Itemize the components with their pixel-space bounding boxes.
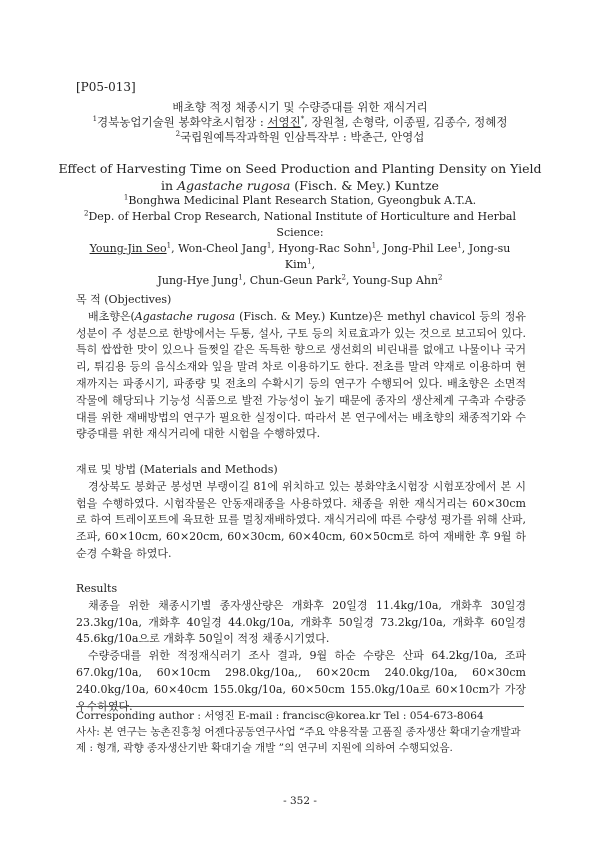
- english-title: Effect of Harvesting Time on Seed Production and Planting Density on Yield in Agastache rugosa (Fisch. & Mey.) Kuntze: [58, 161, 542, 193]
- results-heading: Results: [76, 582, 118, 595]
- affiliation-1: $^1$Bonghwa Medicinal Plant Research Station, Gyeongbuk A.T.A.: [123, 193, 477, 207]
- results-section: [76, 581, 526, 715]
- page-number: - 352 -: [283, 795, 317, 807]
- results-paragraph-1: 채종을 위한 채종시기별 종자생산량은 개화후 20일경 11.4kg/10a, 개화후 30일경 23.3kg/10a, 개화후 40일경 44.0kg/10a, 개화후 50일경 73.2kg/10a, 개화후 60일경 45.6kg/10a으로 개화후 50일이 적정 채종시기였다.: [76, 598, 526, 646]
- english-authors-line2: Jung-Hye Jung$^1$, Chun-Geun Park$^2$, Young-Sup Ahn$^2$: [157, 273, 443, 287]
- footer: [76, 708, 526, 756]
- objectives-heading: 목 적 (Objectives): [76, 293, 172, 306]
- methods-section: [76, 462, 526, 563]
- objectives-paragraph: 배초향은(Agastache rugosa (Fisch. & Mey.) Kuntze)은 methyl chavicol 등의 정유성분이 주 성분으로 한방에서는 두통, 설사, 구토 등의 치료효과가 있는 것으로 보고되어 있다. 특히 쌉쌉한 맛이 있으나 들쩟일 같은 독특한 향으로 생선회의 비린내를 없애고 나물이나 국거리, 튀김용 등의 음식소재와 잎을 말려 차로 이용하기도 한다. 전초를 말려 약재로 이용하며 현재까지는 파종시기, 파종량 및 전초의 수확시기 등의 연구가 수행되어 있다. 배초향은 소면적 작물에 해당되나 기능성 식품으로 발전 가능성이 높기 때문에 종자의 생산체계 구축과 수량증대를 위한 재배방법의 연구가 필요한 실정이다. 따라서 본 연구에서는 배초향의 채종적기와 수량증대를 위한 재식거리에 대한 시험을 수행하였다.: [76, 309, 526, 441]
- funding-note: 사사: 본 연구는 농촌진흥청 어젠다공동연구사업 “주요 약용작물 고품질 종자생산 확대기술개발과제 : 형개, 곽향 종자생산기반 확대기술 개발 ”의 연구비 지원에 의하여 수행되었음.: [76, 726, 521, 754]
- methods-paragraph: 경상북도 봉화군 봉성면 부랭이길 81에 위치하고 있는 봉화약초시험장 시험포장에서 본 시험을 수행하였다. 시험작물은 안동재래종을 사용하였다. 채종을 위한 재식거리는 60×30cm로 하여 트레이포트에 육묘한 묘를 멀칭재배하였다. 재식거리에 따른 수량성 평가를 위해 산파, 조파, 60×10cm, 60×20cm, 60×30cm, 60×40cm, 60×50cm로 하여 재배한 후 9월 하순경 수확을 하였다.: [76, 479, 526, 560]
- objectives-section: [76, 292, 526, 443]
- korean-title: 배초향 적정 채종시기 및 수량증대를 위한 재식거리: [172, 100, 428, 114]
- korean-authors-2: $^2$국립원예특작과학원 인삼특작부 : 박춘근, 안영섭: [175, 130, 425, 144]
- english-affiliations: [80, 193, 520, 289]
- corresponding-author: Corresponding author : 서영진 E-mail : francisc@korea.kr Tel : 054-673-8064: [76, 710, 484, 722]
- footer-divider: [76, 706, 524, 707]
- korean-header: [0, 100, 600, 145]
- methods-heading: 재료 및 방법 (Materials and Methods): [76, 463, 278, 476]
- english-authors-line1: Young-Jin Seo$^1$, Won-Cheol Jang$^1$, Hyong-Rac Sohn$^1$, Jong-Phil Lee$^1$, Jong-su Kim$^1$,: [89, 241, 511, 271]
- abstract-code: [P05-013]: [76, 80, 136, 94]
- results-paragraph-2: 수량증대를 위한 적정재식러기 조사 결과, 9월 하순 수량은 산파 64.2kg/10a, 조파 67.0kg/10a, 60×10cm 298.0kg/10a,, 60×20cm 240.0kg/10a, 60×30cm 240.0kg/10a, 60×40cm 155.0kg/10a, 60×50cm 155.0kg/10a로 60×10cm가 가장 우수하였다.: [76, 649, 526, 713]
- korean-authors-1: $^1$경북농업기술원 봉화약초시험장 : 서영진*, 장원철, 손형락, 이종필, 김종수, 정혜정: [92, 115, 508, 129]
- affiliation-2: $^2$Dep. of Herbal Crop Research, National Institute of Horticulture and Herbal Science:: [84, 209, 516, 239]
